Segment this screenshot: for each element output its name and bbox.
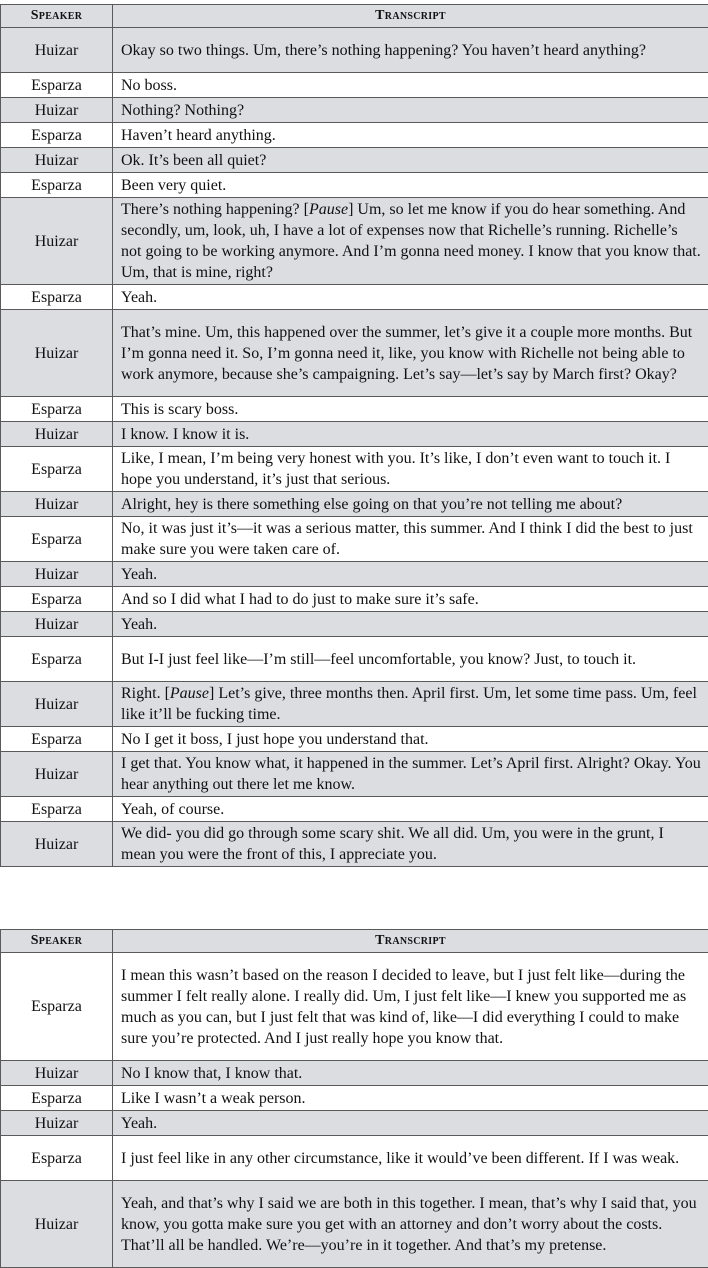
speaker-cell: Huizar [1, 422, 113, 447]
speaker-cell: Esparza [1, 1136, 113, 1181]
transcript-cell: Alright, hey is there something else going on that you’re not telling me about? [113, 492, 708, 517]
transcript-cell: No, it was just it’s—it was a serious matter, this summer. And I think I did the best to just make sure you were taken care of. [113, 517, 708, 562]
transcript-cell: This is scary boss. [113, 397, 708, 422]
speaker-cell: Huizar [1, 612, 113, 637]
speaker-cell: Esparza [1, 953, 113, 1061]
transcript-column-header: Transcript [113, 5, 708, 28]
speaker-column-header: Speaker [1, 930, 113, 953]
speaker-cell: Huizar [1, 492, 113, 517]
table-row [1, 285, 708, 310]
transcript-cell: And so I did what I had to do just to make sure it’s safe. [113, 587, 708, 612]
transcript-cell: We did- you did go through some scary shit. We all did. Um, you were in the grunt, I mean you were the front of this, I appreciate you. [113, 822, 708, 867]
speaker-cell: Esparza [1, 587, 113, 612]
transcript-cell: Like, I mean, I’m being very honest with you. It’s like, I don’t even want to touch it. I hope you understand, it’s just that serious. [113, 447, 708, 492]
speaker-cell: Esparza [1, 285, 113, 310]
table-row [1, 1111, 708, 1136]
speaker-cell: Huizar [1, 1111, 113, 1136]
transcript-text: Right. [ [121, 685, 170, 702]
transcript-table-1 [0, 4, 708, 867]
table-header-row [1, 5, 708, 28]
table-row [1, 123, 708, 148]
speaker-cell: Esparza [1, 637, 113, 682]
transcript-cell: I mean this wasn’t based on the reason I decided to leave, but I just felt like—during the summer I felt really alone. I really did. Um, I just felt like—I knew you supported me as much as you can, but I just felt that was kind of, like—I did everything I could to make sure you’re protected. And I just really hope you know that. [113, 953, 708, 1061]
table-row [1, 198, 708, 285]
table-row [1, 28, 708, 73]
table-row [1, 173, 708, 198]
transcript-table-2 [0, 929, 708, 1268]
transcript-cell: Been very quiet. [113, 173, 708, 198]
speaker-cell: Esparza [1, 123, 113, 148]
speaker-cell: Huizar [1, 822, 113, 867]
transcript-cell: No I know that, I know that. [113, 1061, 708, 1086]
speaker-cell: Huizar [1, 148, 113, 173]
speaker-cell: Huizar [1, 28, 113, 73]
table-row [1, 797, 708, 822]
transcript-cell: Like I wasn’t a weak person. [113, 1086, 708, 1111]
speaker-cell: Esparza [1, 73, 113, 98]
transcript-cell: No boss. [113, 73, 708, 98]
speaker-cell: Huizar [1, 1061, 113, 1086]
transcript-cell: I just feel like in any other circumstance, like it would’ve been different. If I was weak. [113, 1136, 708, 1181]
table-row [1, 1136, 708, 1181]
transcript-text: ] Um, so let me know if you do hear something. And secondly, um, look, uh, I have a lot of expenses now that Richelle’s running. Richelle’s not going to be working anymore. And I’m gonna need money. I know that you know that. Um, that is mine, right? [121, 201, 701, 281]
table-row [1, 492, 708, 517]
table-row [1, 397, 708, 422]
transcript-cell: That’s mine. Um, this happened over the summer, let’s give it a couple more months. But I’m gonna need it. So, I’m gonna need it, like, you know with Richelle not being able to work anymore, because she’s campaigning. Let’s say—let’s say by March first? Okay? [113, 310, 708, 397]
transcript-cell: Nothing? Nothing? [113, 98, 708, 123]
table-row [1, 148, 708, 173]
table-row [1, 517, 708, 562]
table-row [1, 562, 708, 587]
transcript-cell: I know. I know it is. [113, 422, 708, 447]
transcript-cell: I get that. You know what, it happened in the summer. Let’s April first. Alright? Okay. You hear anything out there let me know. [113, 752, 708, 797]
speaker-cell: Esparza [1, 173, 113, 198]
transcript-column-header: Transcript [113, 930, 708, 953]
speaker-cell: Huizar [1, 310, 113, 397]
transcript-text: There’s nothing happening? [ [121, 201, 309, 218]
speaker-cell: Huizar [1, 1181, 113, 1268]
speaker-cell: Huizar [1, 198, 113, 285]
transcript-cell: Yeah. [113, 285, 708, 310]
table-row [1, 310, 708, 397]
transcript-cell: Ok. It’s been all quiet? [113, 148, 708, 173]
table-row [1, 822, 708, 867]
speaker-cell: Esparza [1, 727, 113, 752]
table-row [1, 1061, 708, 1086]
transcript-cell: Yeah, of course. [113, 797, 708, 822]
table-row [1, 1086, 708, 1111]
transcript-cell: Haven’t heard anything. [113, 123, 708, 148]
transcript-cell: Yeah, and that’s why I said we are both in this together. I mean, that’s why I said that, you know, you gotta make sure you get with an attorney and don’t worry about the costs. That’ll all be handled. We’re—you’re in it together. And that’s my pretense. [113, 1181, 708, 1268]
speaker-cell: Huizar [1, 682, 113, 727]
speaker-column-header: Speaker [1, 5, 113, 28]
transcript-cell: Yeah. [113, 1111, 708, 1136]
transcript-cell [113, 198, 708, 285]
table-row [1, 953, 708, 1061]
speaker-cell: Huizar [1, 98, 113, 123]
table-row [1, 752, 708, 797]
speaker-cell: Huizar [1, 562, 113, 587]
table-row [1, 637, 708, 682]
speaker-cell: Esparza [1, 1086, 113, 1111]
speaker-cell: Esparza [1, 797, 113, 822]
table-row [1, 682, 708, 727]
speaker-cell: Esparza [1, 447, 113, 492]
table-row [1, 1181, 708, 1268]
transcript-cell [113, 682, 708, 727]
stage-direction: Pause [309, 201, 348, 218]
table-row [1, 98, 708, 123]
table-row [1, 422, 708, 447]
transcript-cell: Okay so two things. Um, there’s nothing happening? You haven’t heard anything? [113, 28, 708, 73]
table-header-row [1, 930, 708, 953]
table-row [1, 587, 708, 612]
speaker-cell: Esparza [1, 397, 113, 422]
table-row [1, 447, 708, 492]
transcript-cell: Yeah. [113, 562, 708, 587]
speaker-cell: Huizar [1, 752, 113, 797]
transcript-cell: But I-I just feel like—I’m still—feel uncomfortable, you know? Just, to touch it. [113, 637, 708, 682]
speaker-cell: Esparza [1, 517, 113, 562]
table-row [1, 73, 708, 98]
transcript-text: ] Let’s give, three months then. April first. Um, let some time pass. Um, feel like it’ll be fucking time. [121, 685, 697, 723]
transcript-cell: Yeah. [113, 612, 708, 637]
transcript-cell: No I get it boss, I just hope you understand that. [113, 727, 708, 752]
table-row [1, 612, 708, 637]
stage-direction: Pause [170, 685, 209, 702]
table-row [1, 727, 708, 752]
